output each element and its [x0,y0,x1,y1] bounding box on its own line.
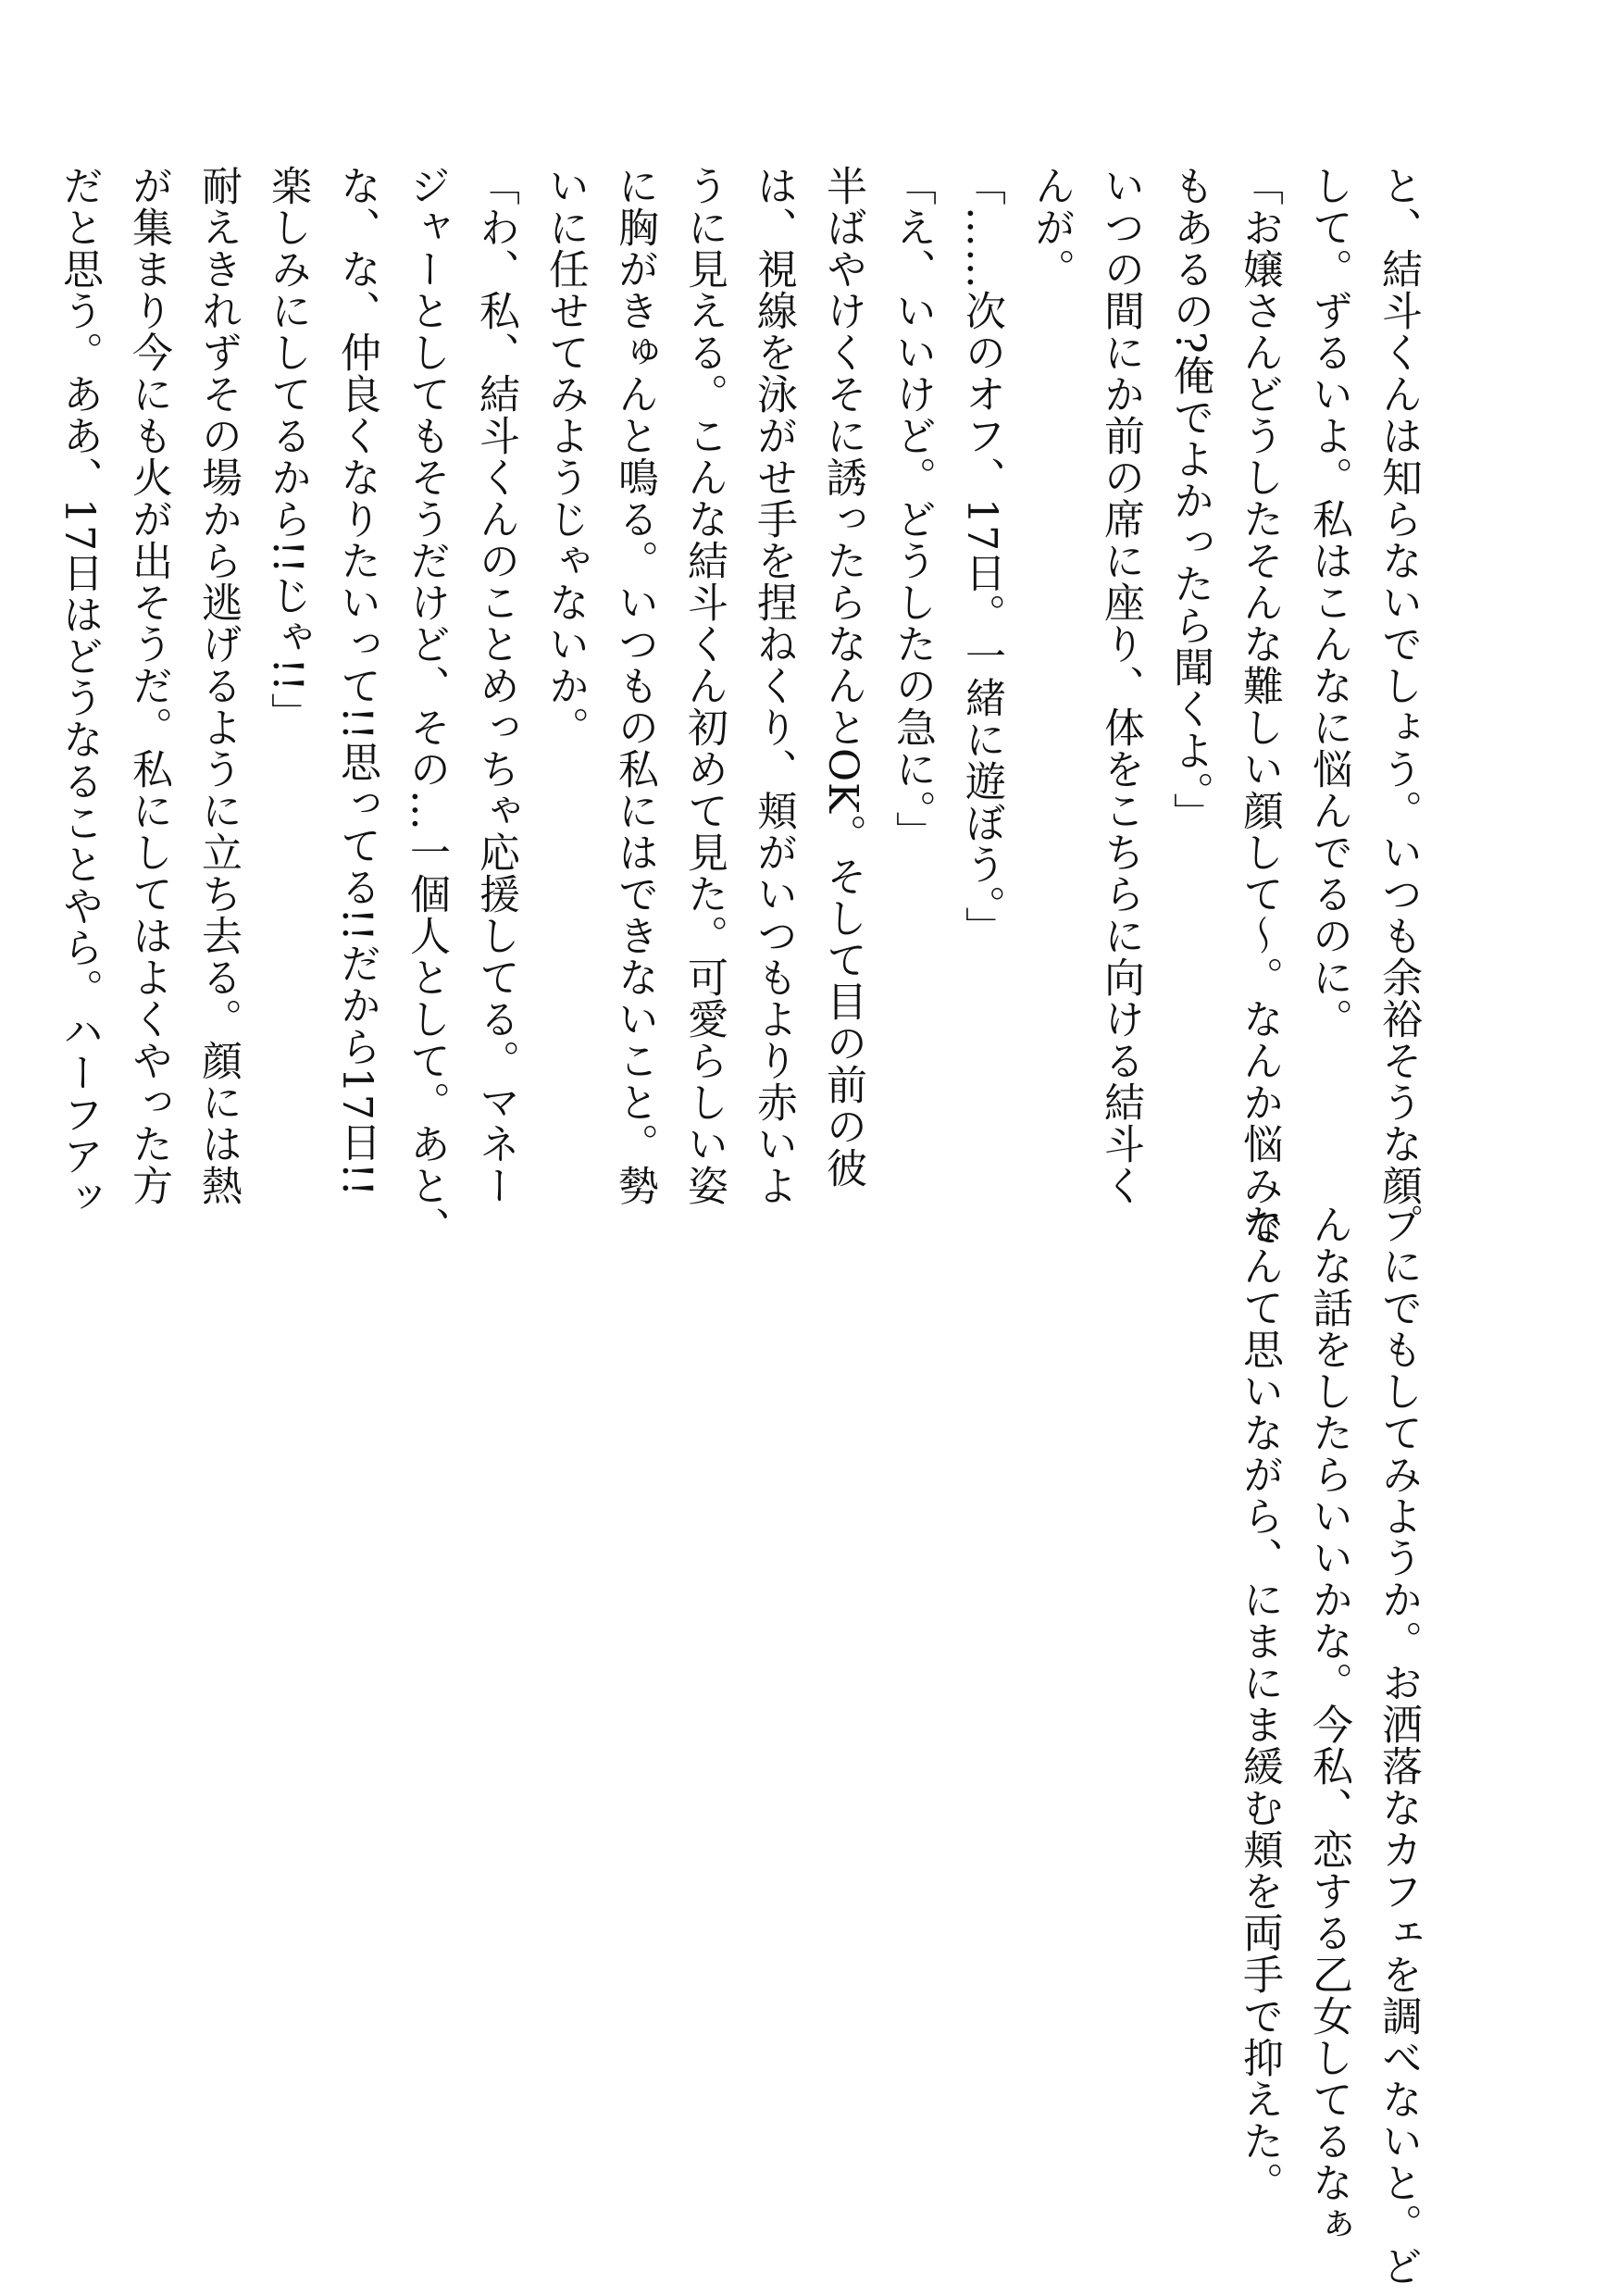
text-line: は、視線を泳がせ手を捏ねくり、頬がいつもより赤いよ [750,165,797,1206]
text-line: いに任せてみようじゃないか。 [541,165,589,748]
text-line: 耐えきれずその場から逃げるように立ち去る。顔には熱 [194,165,242,1206]
text-line: プにでもしてみようか。お洒落なカフェを調べないと。ど [1375,1204,1422,2287]
text-line: 半ばやけくそに誘ったらなんとOK。そして目の前の彼 [819,165,866,1189]
text-line: 楽しみにしてるから!!じゃ!!」 [264,165,311,734]
text-line: して。ずるいよ。私はこんなに悩んでるのに。 [1305,165,1352,1040]
text-line: もあるの?俺でよかったら聞くよ。」 [1166,165,1214,834]
text-block-upper [44,165,1433,1248]
text-line: なんて思いながら、にまにま緩む頬を両手で抑えた。 [1236,1204,1283,2203]
text-line: んが。 [1027,165,1075,290]
text-line: と、結斗くんは知らないでしょう。いつも余裕そうな顔 [1375,165,1422,1206]
text-line: が集まり今にも火が出そうだ。私にしてはよくやった方 [125,165,172,1206]
text-line: んな話をしたらいいかな。今私、恋する乙女してるなぁ [1305,1204,1352,2245]
text-line: に胸がきゅんと鳴る。いつもの私にはできないこと。勢 [611,165,658,1206]
text-line: だと思う。ああ、17日はどうなることやら。ハーフアッ [56,165,103,1218]
text-line: 「お嬢さんどうしたそんな難しい顔して〜。なんか悩みで [1236,165,1283,1248]
text-line: 「……次のオフ、17日。一緒に遊ぼう。」 [958,165,1005,948]
text-line: な、な、仲良くなりたいって!!思ってる!!だから17日!! [333,165,380,1198]
text-line: ジャーとしてもそうだけど、その…一個人として。あと、 [403,165,450,1248]
text-block-lower [1225,1204,1433,2287]
text-line: いつの間にか前の席に座り、体をこちらに向ける結斗く [1097,165,1144,1206]
text-line: 「え、いいけど。どうしたの急に。」 [889,165,936,853]
text-line: 「わ、私、結斗くんのことめっちゃ応援してる。マネー [472,165,519,1206]
text-line: うに見える。こんな結斗くん初めて見た。可愛らしい姿 [680,165,728,1206]
